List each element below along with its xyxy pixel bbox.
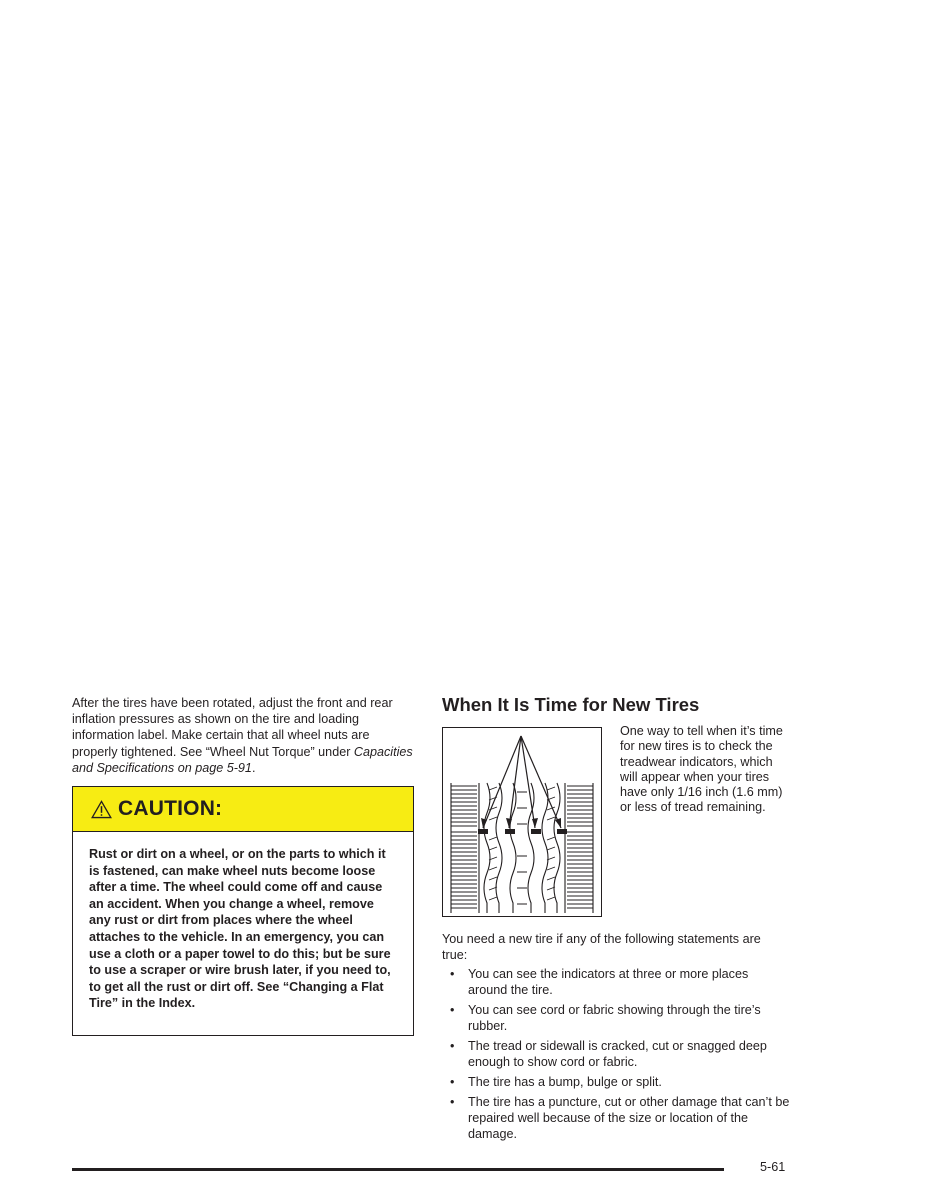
caution-text: Rust or dirt on a wheel, or on the parts to which it is fastened, can make wheel nuts become loose after a time. The wheel could come off and cause an accident. When you change a wheel, remove any rust or dirt from places where the wheel attaches to the vehicle. In an emergency, you can use a cloth or a paper towel to do this; but be sure to use a scraper or wire brush later, if you need to, to get all the rust or dirt off. See “Changing a Flat Tire” in the Index.	[89, 847, 391, 1011]
list-item: • The tire has a puncture, cut or other damage that can’t be repaired well because of the size or location of the damage.	[450, 1095, 790, 1141]
caution-header	[73, 787, 413, 832]
tire-tread-illustration	[443, 728, 601, 916]
new-tire-conditions-list	[450, 966, 790, 1146]
intro-paragraph: After the tires have been rotated, adjust the front and rear inflation pressures as shown on the tire and loading information label. Make certain that all wheel nuts are properly tightened. See “Wheel Nut Torque” under Capacities and Specifications on page 5-91.	[72, 696, 413, 775]
figure-description: One way to tell when it’s time for new tires is to check the treadwear indicators, which will appear when your tires have only 1/16 inch (1.6 mm) or less of tread remaining.	[620, 724, 783, 815]
list-item: • You can see cord or fabric showing through the tire’s rubber.	[450, 1003, 761, 1033]
caution-title: CAUTION:	[118, 797, 223, 820]
page-reference: Capacities and Specifications on page 5-91	[72, 744, 413, 775]
list-item: • You can see the indicators at three or more places around the tire.	[450, 967, 749, 997]
footer-rule	[72, 1168, 724, 1171]
list-item: • The tire has a bump, bulge or split.	[450, 1075, 662, 1089]
list-item: • The tread or sidewall is cracked, cut or snagged deep enough to show cord or fabric.	[450, 1039, 767, 1069]
treadwear-indicator-figure	[442, 727, 602, 917]
warning-triangle-icon	[91, 800, 112, 819]
left-column	[72, 695, 417, 776]
right-column	[442, 693, 787, 717]
section-title: When It Is Time for New Tires	[442, 694, 700, 715]
new-tire-intro: You need a new tire if any of the following statements are true:	[442, 932, 761, 962]
caution-box	[72, 786, 414, 1036]
page-number: 5-61	[760, 1160, 786, 1174]
